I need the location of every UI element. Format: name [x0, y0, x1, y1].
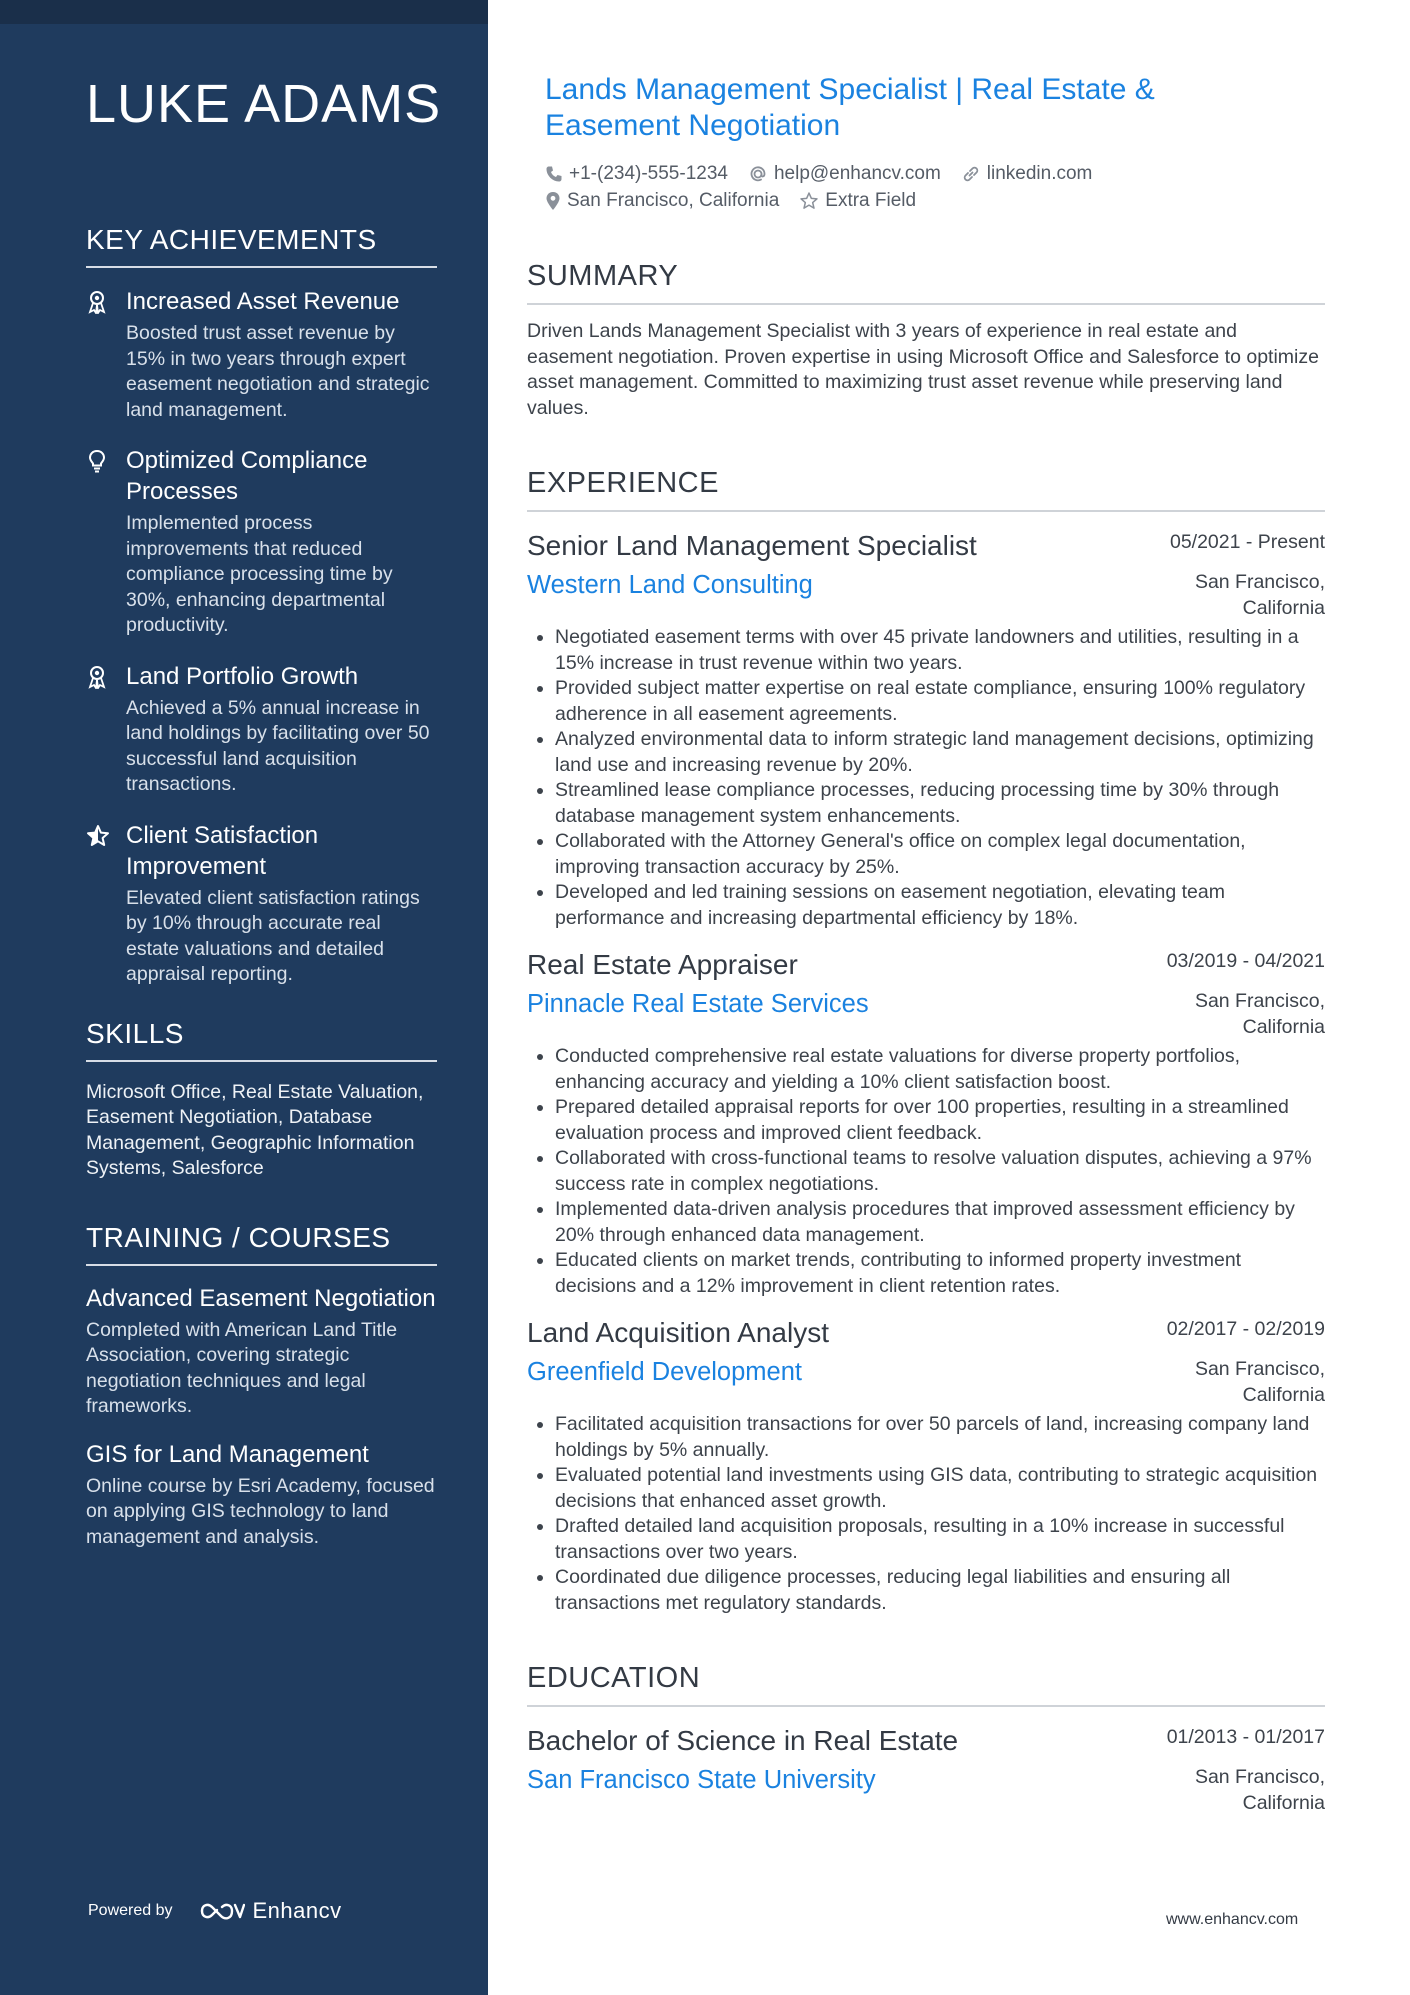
sidebar-content — [86, 72, 442, 1570]
key-achievements-section — [86, 224, 437, 988]
job-company: Greenfield Development — [527, 1358, 802, 1386]
achievement-description: Elevated client satisfaction ratings by 10% through accurate real estate valuations and detailed appraisal reporting. — [126, 886, 420, 985]
job-location-state: California — [1242, 1383, 1325, 1406]
achievement-item — [86, 445, 437, 639]
job-bullet: • Implemented data-driven analysis procedures that improved assessment efficiency by 20% through enhanced data management. — [555, 1197, 1325, 1248]
award-ribbon-icon — [86, 286, 126, 423]
job-bullets — [527, 625, 1325, 931]
job-dates: 02/2017 - 02/2019 — [1166, 1318, 1325, 1340]
job-company-row — [527, 564, 1325, 621]
school-name: San Francisco State University — [527, 1766, 876, 1794]
experience-heading: EXPERIENCE — [527, 467, 1325, 512]
star-half-icon — [86, 820, 126, 988]
course-item — [86, 1284, 437, 1420]
job-bullet: • Collaborated with the Attorney General's office on complex legal documentation, improving transaction accuracy by 25%. — [555, 829, 1325, 880]
education-title-row — [527, 1723, 1325, 1759]
job-bullet: • Streamlined lease compliance processes, reducing processing time by 30% through database management system enhancements. — [555, 778, 1325, 829]
education-heading: EDUCATION — [527, 1662, 1325, 1707]
education-location — [1195, 1765, 1325, 1816]
powered-by — [88, 1898, 342, 1924]
job-entry — [527, 528, 1325, 931]
course-description: Completed with American Land Title Association, covering strategic negotiation techniques and legal frameworks. — [86, 1318, 398, 1417]
candidate-name: LUKE ADAMS — [86, 74, 442, 134]
education-entry — [527, 1723, 1325, 1816]
achievement-description: Boosted trust asset revenue by 15% in two years through expert easement negotiation and strategic land management. — [126, 322, 430, 421]
phone-icon — [545, 165, 563, 183]
skills-heading: SKILLS — [86, 1018, 437, 1062]
contact-row — [545, 187, 1325, 214]
job-bullet: • Prepared detailed appraisal reports for over 100 properties, resulting in a streamlined evaluation process and improved client feedback. — [555, 1095, 1325, 1146]
job-company-row — [527, 983, 1325, 1040]
job-location-city: San Francisco, — [1194, 571, 1325, 593]
headline: Lands Management Specialist | Real Estate & Easement Negotiation — [545, 73, 1155, 142]
job-location-state: California — [1242, 596, 1325, 619]
job-location — [1195, 989, 1325, 1040]
phone-contact[interactable] — [545, 163, 728, 185]
achievement-title: Land Portfolio Growth — [126, 662, 359, 690]
job-location-city: San Francisco, — [1194, 1358, 1325, 1380]
course-title: Advanced Easement Negotiation — [86, 1284, 436, 1312]
job-title-row — [527, 947, 1325, 983]
job-company: Pinnacle Real Estate Services — [527, 990, 869, 1018]
job-bullet: • Negotiated easement terms with over 45 private landowners and utilities, resulting in a 15% increase in trust revenue within two years. — [555, 625, 1325, 676]
skills-list: Microsoft Office, Real Estate Valuation, Easement Negotiation, Database Management, Geographic Information Systems, Salesforce — [86, 1080, 424, 1179]
job-bullet: • Analyzed environmental data to inform strategic land management decisions, optimizing land use and increasing revenue by 20%. — [555, 727, 1325, 778]
summary-heading: SUMMARY — [527, 260, 1325, 305]
sidebar-top-strip — [0, 0, 488, 24]
summary-text: Driven Lands Management Specialist with 3 years of experience in real estate and easement negotiation. Proven expertise in using Microsoft Office and Salesforce to optimize asset management. Committed to maximizing trust asset revenue while preserving land values. — [527, 320, 1319, 419]
location-text: San Francisco, California — [567, 189, 780, 211]
linkedin-contact[interactable] — [961, 163, 1093, 185]
job-bullet: • Collaborated with cross-functional teams to resolve valuation disputes, achieving a 97% success rate in complex negotiations. — [555, 1146, 1325, 1197]
summary-section — [527, 260, 1325, 421]
achievement-item — [86, 661, 437, 798]
achievement-title: Client Satisfaction Improvement — [126, 821, 319, 880]
job-location-city: San Francisco, — [1194, 990, 1325, 1012]
achievement-item — [86, 286, 437, 423]
job-location — [1195, 570, 1325, 621]
job-title-row — [527, 528, 1325, 564]
location-contact — [545, 190, 779, 212]
email-contact[interactable] — [748, 163, 941, 185]
job-company-row — [527, 1351, 1325, 1408]
location-pin-icon — [545, 191, 561, 211]
job-title-row — [527, 1315, 1325, 1351]
education-section — [527, 1662, 1325, 1816]
key-achievements-heading: KEY ACHIEVEMENTS — [86, 224, 437, 268]
achievement-description: Implemented process improvements that reduced compliance processing time by 30%, enhancing departmental productivity. — [126, 512, 393, 636]
job-entry — [527, 947, 1325, 1299]
footer-url[interactable]: www.enhancv.com — [1166, 1911, 1299, 1928]
course-title: GIS for Land Management — [86, 1440, 369, 1468]
link-icon — [961, 164, 981, 184]
powered-by-label: Powered by — [88, 1902, 173, 1919]
training-heading: TRAINING / COURSES — [86, 1222, 437, 1266]
job-company: Western Land Consulting — [527, 571, 813, 599]
degree-title: Bachelor of Science in Real Estate — [527, 1725, 959, 1756]
linkedin-text: linkedin.com — [986, 162, 1093, 184]
phone-text: +1-(234)-555-1234 — [569, 162, 728, 184]
job-entry — [527, 1315, 1325, 1616]
job-bullets — [527, 1412, 1325, 1616]
email-text: help@enhancv.com — [773, 162, 941, 184]
achievement-title: Optimized Compliance Processes — [126, 447, 368, 505]
contact-info — [545, 160, 1325, 214]
course-description: Online course by Esri Academy, focused on applying GIS technology to land management and analysis. — [86, 1474, 435, 1548]
education-school-row — [527, 1759, 1325, 1816]
enhancv-brand: Enhancv — [252, 1898, 342, 1923]
job-title: Land Acquisition Analyst — [527, 1317, 829, 1348]
lightbulb-icon — [86, 445, 126, 639]
achievement-title: Increased Asset Revenue — [126, 288, 400, 315]
job-bullet: • Conducted comprehensive real estate valuations for diverse property portfolios, enhancing accuracy and yielding a 10% client satisfaction boost. — [555, 1044, 1325, 1095]
sidebar — [0, 0, 488, 1995]
achievement-item — [86, 820, 437, 988]
job-bullet: • Facilitated acquisition transactions for over 50 parcels of land, increasing company land holdings by 5% annually. — [555, 1412, 1325, 1463]
at-icon — [748, 164, 768, 184]
job-bullets — [527, 1044, 1325, 1299]
skills-section — [86, 1018, 437, 1182]
star-icon — [799, 191, 819, 211]
job-dates: 05/2021 - Present — [1169, 531, 1325, 553]
job-bullet: • Evaluated potential land investments using GIS data, contributing to strategic acquisition decisions that enhanced asset growth. — [555, 1463, 1325, 1514]
job-bullet: • Drafted detailed land acquisition proposals, resulting in a 10% increase in successful transactions over two years. — [555, 1514, 1325, 1565]
job-location — [1195, 1357, 1325, 1408]
training-section — [86, 1222, 437, 1551]
course-item — [86, 1440, 437, 1551]
job-dates: 03/2019 - 04/2021 — [1166, 950, 1325, 972]
education-location-city: San Francisco, — [1194, 1766, 1325, 1788]
enhancv-logo-icon — [199, 1899, 245, 1923]
education-dates: 01/2013 - 01/2017 — [1166, 1726, 1325, 1748]
contact-row — [545, 160, 1325, 187]
education-location-state: California — [1242, 1791, 1325, 1814]
job-bullet: • Provided subject matter expertise on real estate compliance, ensuring 100% regulatory adherence in all easement agreements. — [555, 676, 1325, 727]
main-content — [527, 72, 1325, 1816]
job-title: Real Estate Appraiser — [527, 949, 798, 980]
extra-field-text: Extra Field — [825, 189, 917, 211]
job-bullet: • Coordinated due diligence processes, reducing legal liabilities and ensuring all transactions met regulatory standards. — [555, 1565, 1325, 1616]
job-bullet: • Developed and led training sessions on easement negotiation, elevating team performance and increasing departmental efficiency by 18%. — [555, 880, 1325, 931]
enhancv-logo[interactable] — [199, 1898, 342, 1924]
extra-field-contact — [799, 190, 916, 212]
achievement-description: Achieved a 5% annual increase in land holdings by facilitating over 50 successful land acquisition transactions. — [126, 696, 430, 795]
experience-section — [527, 467, 1325, 1616]
job-location-state: California — [1242, 1015, 1325, 1038]
job-bullet: • Educated clients on market trends, contributing to informed property investment decisions and a 12% improvement in client retention rates. — [555, 1248, 1325, 1299]
award-ribbon-icon — [86, 661, 126, 798]
job-title: Senior Land Management Specialist — [527, 530, 977, 561]
